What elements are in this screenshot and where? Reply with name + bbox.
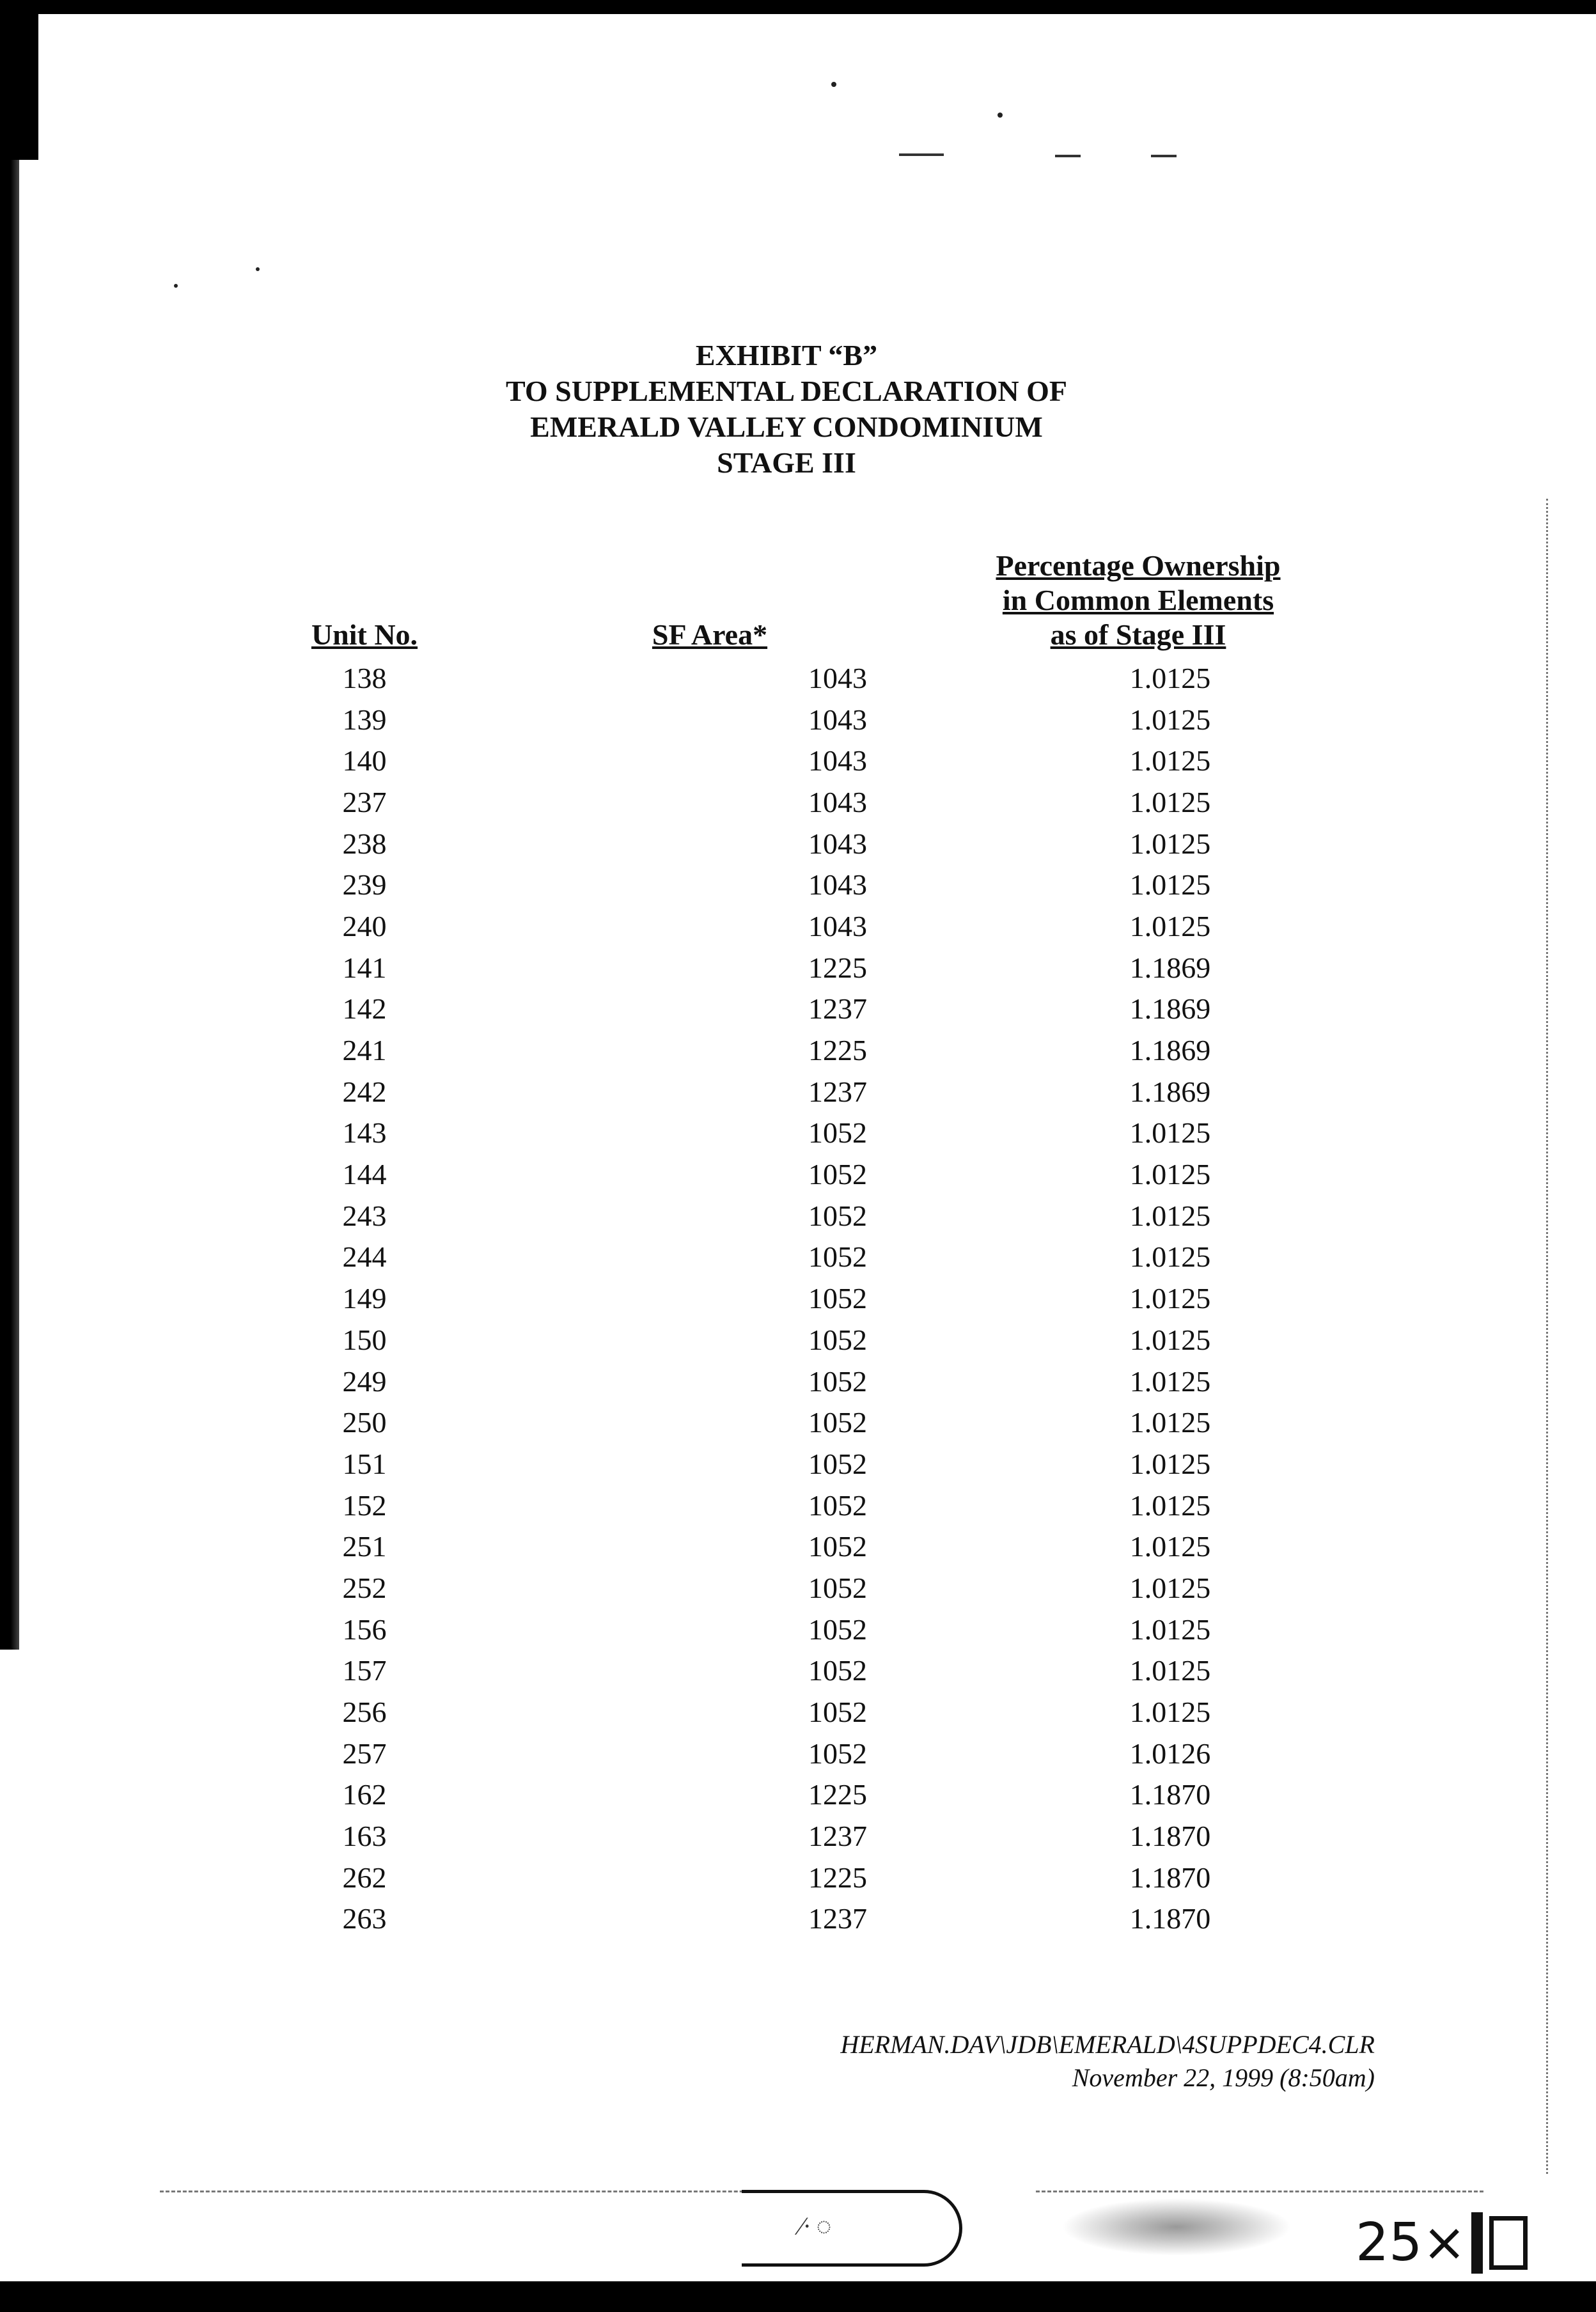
percentage-cell: 1.1870 bbox=[1129, 1820, 1211, 1853]
scan-noise bbox=[1061, 2198, 1292, 2256]
table-row bbox=[243, 699, 1330, 740]
scan-border-bottom bbox=[0, 2281, 1596, 2312]
unit-number-cell: 240 bbox=[342, 909, 387, 942]
percentage-cell: 1.1869 bbox=[1129, 951, 1211, 984]
table-row bbox=[243, 1113, 1330, 1154]
percentage-cell: 1.1869 bbox=[1129, 1075, 1211, 1108]
table-row bbox=[243, 781, 1330, 823]
unit-number-cell: 156 bbox=[342, 1613, 387, 1646]
unit-number-cell: 142 bbox=[342, 992, 387, 1026]
unit-number-cell: 263 bbox=[342, 1902, 387, 1935]
scan-edge-right bbox=[1546, 499, 1557, 2174]
column-header-sf-area: SF Area* bbox=[652, 618, 768, 651]
column-header-percentage-line: in Common Elements bbox=[1002, 584, 1274, 616]
sf-area-cell: 1052 bbox=[808, 1737, 867, 1770]
percentage-cell: 1.0125 bbox=[1129, 1364, 1211, 1398]
percentage-cell: 1.0125 bbox=[1129, 1696, 1211, 1729]
percentage-cell: 1.0125 bbox=[1129, 1654, 1211, 1687]
table-row bbox=[243, 1774, 1330, 1816]
table-row bbox=[243, 1195, 1330, 1237]
title-line-stage: STAGE III bbox=[717, 446, 856, 479]
sf-area-cell: 1225 bbox=[808, 951, 867, 984]
sf-area-cell: 1052 bbox=[808, 1240, 867, 1274]
percentage-cell: 1.0125 bbox=[1129, 1199, 1211, 1232]
scan-border-top bbox=[0, 0, 1596, 14]
film-mark: ⁄· ◌ bbox=[799, 2212, 832, 2240]
footer-date: November 22, 1999 (8:50am) bbox=[1072, 2063, 1375, 2092]
film-box-icon bbox=[1489, 2216, 1528, 2270]
scan-rule bbox=[1036, 2191, 1483, 2192]
column-header-percentage-line: as of Stage III bbox=[1050, 618, 1226, 651]
film-reduction-code bbox=[1356, 2212, 1528, 2274]
unit-number-cell: 257 bbox=[342, 1737, 387, 1770]
unit-number-cell: 250 bbox=[342, 1406, 387, 1439]
scan-border-left-top bbox=[0, 0, 38, 160]
unit-number-cell: 152 bbox=[342, 1488, 387, 1522]
sf-area-cell: 1052 bbox=[808, 1654, 867, 1687]
scan-dash bbox=[1151, 155, 1177, 157]
table-row bbox=[243, 1277, 1330, 1319]
table-row bbox=[243, 740, 1330, 781]
table-row bbox=[243, 1691, 1330, 1733]
table-row bbox=[243, 1857, 1330, 1898]
percentage-cell: 1.0125 bbox=[1129, 1158, 1211, 1191]
table-row bbox=[243, 1650, 1330, 1692]
sf-area-cell: 1052 bbox=[808, 1323, 867, 1356]
sf-area-cell: 1043 bbox=[808, 785, 867, 818]
unit-number-cell: 144 bbox=[342, 1158, 387, 1191]
percentage-cell: 1.0125 bbox=[1129, 909, 1211, 942]
percentage-cell: 1.0125 bbox=[1129, 1282, 1211, 1315]
scan-border-left bbox=[0, 160, 19, 1650]
column-header-percentage-line: Percentage Ownership bbox=[996, 549, 1281, 582]
unit-number-cell: 241 bbox=[342, 1034, 387, 1067]
scan-dash bbox=[899, 153, 944, 156]
unit-number-cell: 151 bbox=[342, 1447, 387, 1480]
sf-area-cell: 1043 bbox=[808, 868, 867, 902]
percentage-cell: 1.1869 bbox=[1129, 1034, 1211, 1067]
percentage-cell: 1.0125 bbox=[1129, 1613, 1211, 1646]
table-row bbox=[243, 1361, 1330, 1402]
unit-number-cell: 162 bbox=[342, 1778, 387, 1811]
percentage-cell: 1.0125 bbox=[1129, 1488, 1211, 1522]
sf-area-cell: 1052 bbox=[808, 1116, 867, 1150]
table-row bbox=[243, 1526, 1330, 1567]
unit-number-cell: 239 bbox=[342, 868, 387, 902]
table-row bbox=[243, 988, 1330, 1030]
sf-area-cell: 1052 bbox=[808, 1406, 867, 1439]
sf-area-cell: 1237 bbox=[808, 1820, 867, 1853]
percentage-cell: 1.0125 bbox=[1129, 1530, 1211, 1563]
film-bar-icon bbox=[1471, 2212, 1483, 2274]
unit-number-cell: 150 bbox=[342, 1323, 387, 1356]
sf-area-cell: 1225 bbox=[808, 1778, 867, 1811]
film-reduction-text: 25× bbox=[1356, 2212, 1467, 2273]
sf-area-cell: 1225 bbox=[808, 1034, 867, 1067]
percentage-cell: 1.1869 bbox=[1129, 992, 1211, 1026]
sf-area-cell: 1043 bbox=[808, 827, 867, 860]
title-line-declaration: TO SUPPLEMENTAL DECLARATION OF bbox=[506, 375, 1067, 407]
table-row bbox=[243, 1443, 1330, 1485]
scan-speck bbox=[256, 267, 260, 271]
footer-note bbox=[703, 2028, 1375, 2095]
unit-number-cell: 249 bbox=[342, 1364, 387, 1398]
table-row bbox=[243, 1485, 1330, 1526]
table-row bbox=[243, 864, 1330, 905]
unit-number-cell: 138 bbox=[342, 661, 387, 694]
percentage-cell: 1.0125 bbox=[1129, 1406, 1211, 1439]
scan-speck bbox=[831, 82, 836, 87]
sf-area-cell: 1043 bbox=[808, 909, 867, 942]
sf-area-cell: 1043 bbox=[808, 744, 867, 777]
unit-number-cell: 143 bbox=[342, 1116, 387, 1150]
table-row bbox=[243, 1029, 1330, 1071]
table-row bbox=[243, 1733, 1330, 1774]
scan-speck bbox=[174, 284, 178, 288]
column-header-percentage bbox=[959, 549, 1317, 652]
table-row bbox=[243, 823, 1330, 864]
sf-area-cell: 1052 bbox=[808, 1696, 867, 1729]
scan-speck bbox=[997, 113, 1003, 118]
sf-area-cell: 1237 bbox=[808, 992, 867, 1026]
table-row bbox=[243, 1153, 1330, 1195]
sf-area-cell: 1052 bbox=[808, 1364, 867, 1398]
unit-number-cell: 139 bbox=[342, 703, 387, 736]
unit-number-cell: 256 bbox=[342, 1696, 387, 1729]
percentage-cell: 1.0125 bbox=[1129, 868, 1211, 902]
sf-area-cell: 1043 bbox=[808, 703, 867, 736]
table-row bbox=[243, 1898, 1330, 1940]
percentage-cell: 1.0125 bbox=[1129, 1447, 1211, 1480]
percentage-cell: 1.0125 bbox=[1129, 744, 1211, 777]
percentage-cell: 1.1870 bbox=[1129, 1902, 1211, 1935]
sf-area-cell: 1052 bbox=[808, 1488, 867, 1522]
title-line-condominium: EMERALD VALLEY CONDOMINIUM bbox=[530, 410, 1043, 443]
sf-area-cell: 1052 bbox=[808, 1571, 867, 1604]
table-row bbox=[243, 1319, 1330, 1361]
unit-number-cell: 262 bbox=[342, 1861, 387, 1894]
percentage-cell: 1.1870 bbox=[1129, 1778, 1211, 1811]
unit-number-cell: 243 bbox=[342, 1199, 387, 1232]
percentage-cell: 1.0126 bbox=[1129, 1737, 1211, 1770]
film-bracket bbox=[742, 2190, 962, 2267]
title-line-exhibit: EXHIBIT “B” bbox=[695, 339, 878, 371]
sf-area-cell: 1237 bbox=[808, 1075, 867, 1108]
unit-number-cell: 157 bbox=[342, 1654, 387, 1687]
table-row bbox=[243, 1815, 1330, 1857]
percentage-cell: 1.0125 bbox=[1129, 1116, 1211, 1150]
unit-number-cell: 242 bbox=[342, 1075, 387, 1108]
table-row bbox=[243, 1567, 1330, 1609]
unit-number-cell: 163 bbox=[342, 1820, 387, 1853]
table-row bbox=[243, 1237, 1330, 1278]
table-row bbox=[243, 1071, 1330, 1113]
percentage-cell: 1.1870 bbox=[1129, 1861, 1211, 1894]
percentage-cell: 1.0125 bbox=[1129, 1571, 1211, 1604]
sf-area-cell: 1043 bbox=[808, 661, 867, 694]
sf-area-cell: 1237 bbox=[808, 1902, 867, 1935]
scan-dash bbox=[1055, 155, 1081, 157]
unit-number-cell: 252 bbox=[342, 1571, 387, 1604]
table-row bbox=[243, 947, 1330, 988]
table-row bbox=[243, 1609, 1330, 1650]
percentage-cell: 1.0125 bbox=[1129, 661, 1211, 694]
percentage-cell: 1.0125 bbox=[1129, 785, 1211, 818]
sf-area-cell: 1052 bbox=[808, 1158, 867, 1191]
sf-area-cell: 1052 bbox=[808, 1613, 867, 1646]
unit-number-cell: 237 bbox=[342, 785, 387, 818]
unit-number-cell: 251 bbox=[342, 1530, 387, 1563]
column-header-unit: Unit No. bbox=[311, 618, 418, 651]
table-row bbox=[243, 657, 1330, 699]
document-title bbox=[384, 338, 1189, 481]
sf-area-cell: 1052 bbox=[808, 1282, 867, 1315]
table-row bbox=[243, 905, 1330, 947]
sf-area-cell: 1052 bbox=[808, 1447, 867, 1480]
percentage-cell: 1.0125 bbox=[1129, 1240, 1211, 1274]
unit-number-cell: 244 bbox=[342, 1240, 387, 1274]
sf-area-cell: 1052 bbox=[808, 1199, 867, 1232]
sf-area-cell: 1225 bbox=[808, 1861, 867, 1894]
unit-number-cell: 140 bbox=[342, 744, 387, 777]
footer-file-path: HERMAN.DAV\JDB\EMERALD\4SUPPDEC4.CLR bbox=[840, 2030, 1375, 2059]
unit-number-cell: 141 bbox=[342, 951, 387, 984]
percentage-cell: 1.0125 bbox=[1129, 703, 1211, 736]
ownership-table bbox=[243, 657, 1330, 1939]
unit-number-cell: 238 bbox=[342, 827, 387, 860]
percentage-cell: 1.0125 bbox=[1129, 827, 1211, 860]
unit-number-cell: 149 bbox=[342, 1282, 387, 1315]
percentage-cell: 1.0125 bbox=[1129, 1323, 1211, 1356]
table-row bbox=[243, 1402, 1330, 1443]
sf-area-cell: 1052 bbox=[808, 1530, 867, 1563]
